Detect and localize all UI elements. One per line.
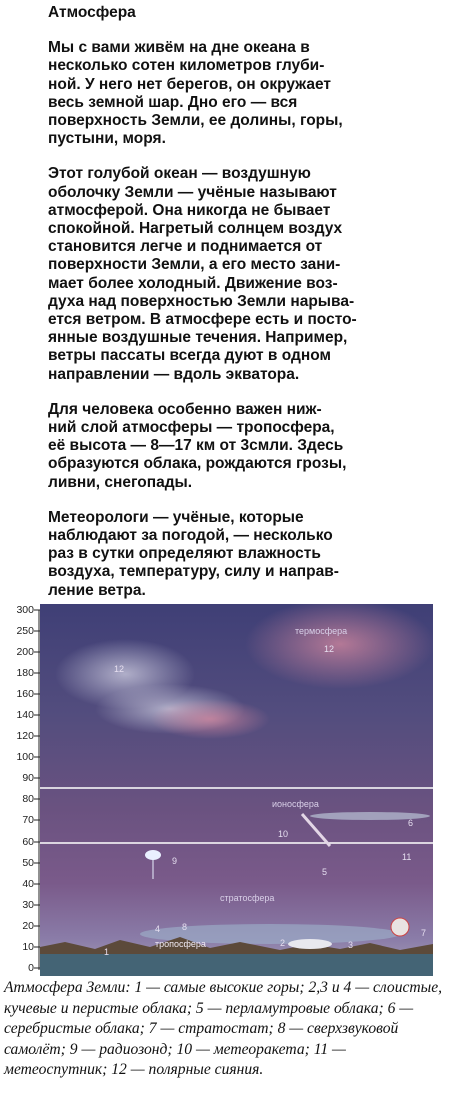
- atmosphere-figure: [0, 604, 450, 976]
- altitude-axis: [0, 604, 40, 976]
- tick-300: 300: [16, 604, 34, 616]
- tick-50: 50: [22, 857, 34, 869]
- tick-60: 60: [22, 836, 34, 848]
- tick-160: 160: [16, 688, 34, 700]
- marker-11: 11: [402, 852, 412, 862]
- tick-70: 70: [22, 814, 34, 826]
- tick-120: 120: [16, 730, 34, 742]
- marker-1: 1: [104, 947, 110, 957]
- radiosonde-balloon: [145, 850, 161, 860]
- tick-80: 80: [22, 793, 34, 805]
- paragraph-1: Мы с вами живём на дне океана в несколько сотен километров глуби- ной. У него нет берегов, он окружает весь земной шар. Дно его — вся поверхность Земли, ее долины, горы, пустыни, моря.: [48, 39, 343, 148]
- tick-200: 200: [16, 646, 34, 658]
- tick-100: 100: [16, 751, 34, 763]
- cumulus-cloud: [288, 939, 332, 949]
- marker-12-left: 12: [114, 664, 125, 674]
- marker-3: 3: [348, 940, 354, 950]
- label-troposphere: тропосфера: [155, 939, 206, 949]
- tick-140: 140: [16, 709, 34, 721]
- axis-ticks: [0, 604, 40, 976]
- paragraph-3: Для человека особенно важен ниж- ний слой атмосферы — тропосфера, её высота — 8—17 км от 3смли. Здесь образуются облака, рождаются грозы, ливни, снегопады.: [48, 400, 347, 491]
- label-thermosphere: термосфера: [295, 626, 348, 636]
- tick-10: 10: [22, 941, 34, 953]
- sea: [40, 954, 433, 976]
- article: [48, 4, 443, 617]
- label-ionosphere: ионосфера: [272, 799, 319, 809]
- tick-180: 180: [16, 667, 34, 679]
- tick-0: 0: [28, 962, 34, 974]
- tick-30: 30: [22, 899, 34, 911]
- marker-12-right: 12: [324, 644, 335, 654]
- marker-2: 2: [280, 938, 286, 948]
- atmosphere-illustration: [40, 604, 433, 976]
- stratostat: [391, 918, 409, 936]
- paragraph-4: Метеорологи — учёные, которые наблюдают за погодой, — несколько раз в сутки определяют влажность воздуха, температуру, силу и направ- ление ветра.: [48, 508, 339, 599]
- illustration-art: [40, 604, 433, 976]
- label-stratosphere: стратосфера: [220, 893, 275, 903]
- marker-9: 9: [172, 856, 178, 866]
- marker-6: 6: [408, 818, 414, 828]
- marker-7: 7: [421, 928, 427, 938]
- tick-90: 90: [22, 772, 34, 784]
- marker-5: 5: [322, 867, 328, 877]
- aurora-glow-right: [245, 604, 433, 689]
- article-title: Атмосфера: [48, 4, 136, 21]
- tick-250: 250: [16, 625, 34, 637]
- meteo-rocket: [302, 814, 330, 846]
- figure-caption: Атмосфера Земли: 1 — самые высокие горы; 2,3 и 4 — слоистые, кучевые и перистые облака; 5 — перламутровые облака; 6 — серебристые облака; 7 — стратостат; 8 — сверхзвуковой самолёт; 9 — радиозонд; 10 — метеоракета; 11 — метеоспутник; 12 — полярные сияния.: [4, 979, 443, 1078]
- marker-10: 10: [278, 829, 289, 839]
- paragraph-2: Этот голубой океан — воздушную оболочку Земли — учёные называют атмосферой. Она никогда не бывает спокойной. Нагретый солнцем воздух становится легче и поднимается от поверхности Земли, а его место зани- мает более холодный. Движение воз- духа над поверхностью Земли нарыва- ется ветром. В атмосфере есть и посто- янные воздушные течения. Например, ветры пассаты всегда дуют в одном направлении — вдоль экватора.: [48, 165, 357, 383]
- tick-20: 20: [22, 920, 34, 932]
- tick-40: 40: [22, 878, 34, 890]
- marker-4: 4: [155, 924, 161, 934]
- marker-8: 8: [182, 922, 188, 932]
- aurora-curtain-3: [150, 699, 270, 739]
